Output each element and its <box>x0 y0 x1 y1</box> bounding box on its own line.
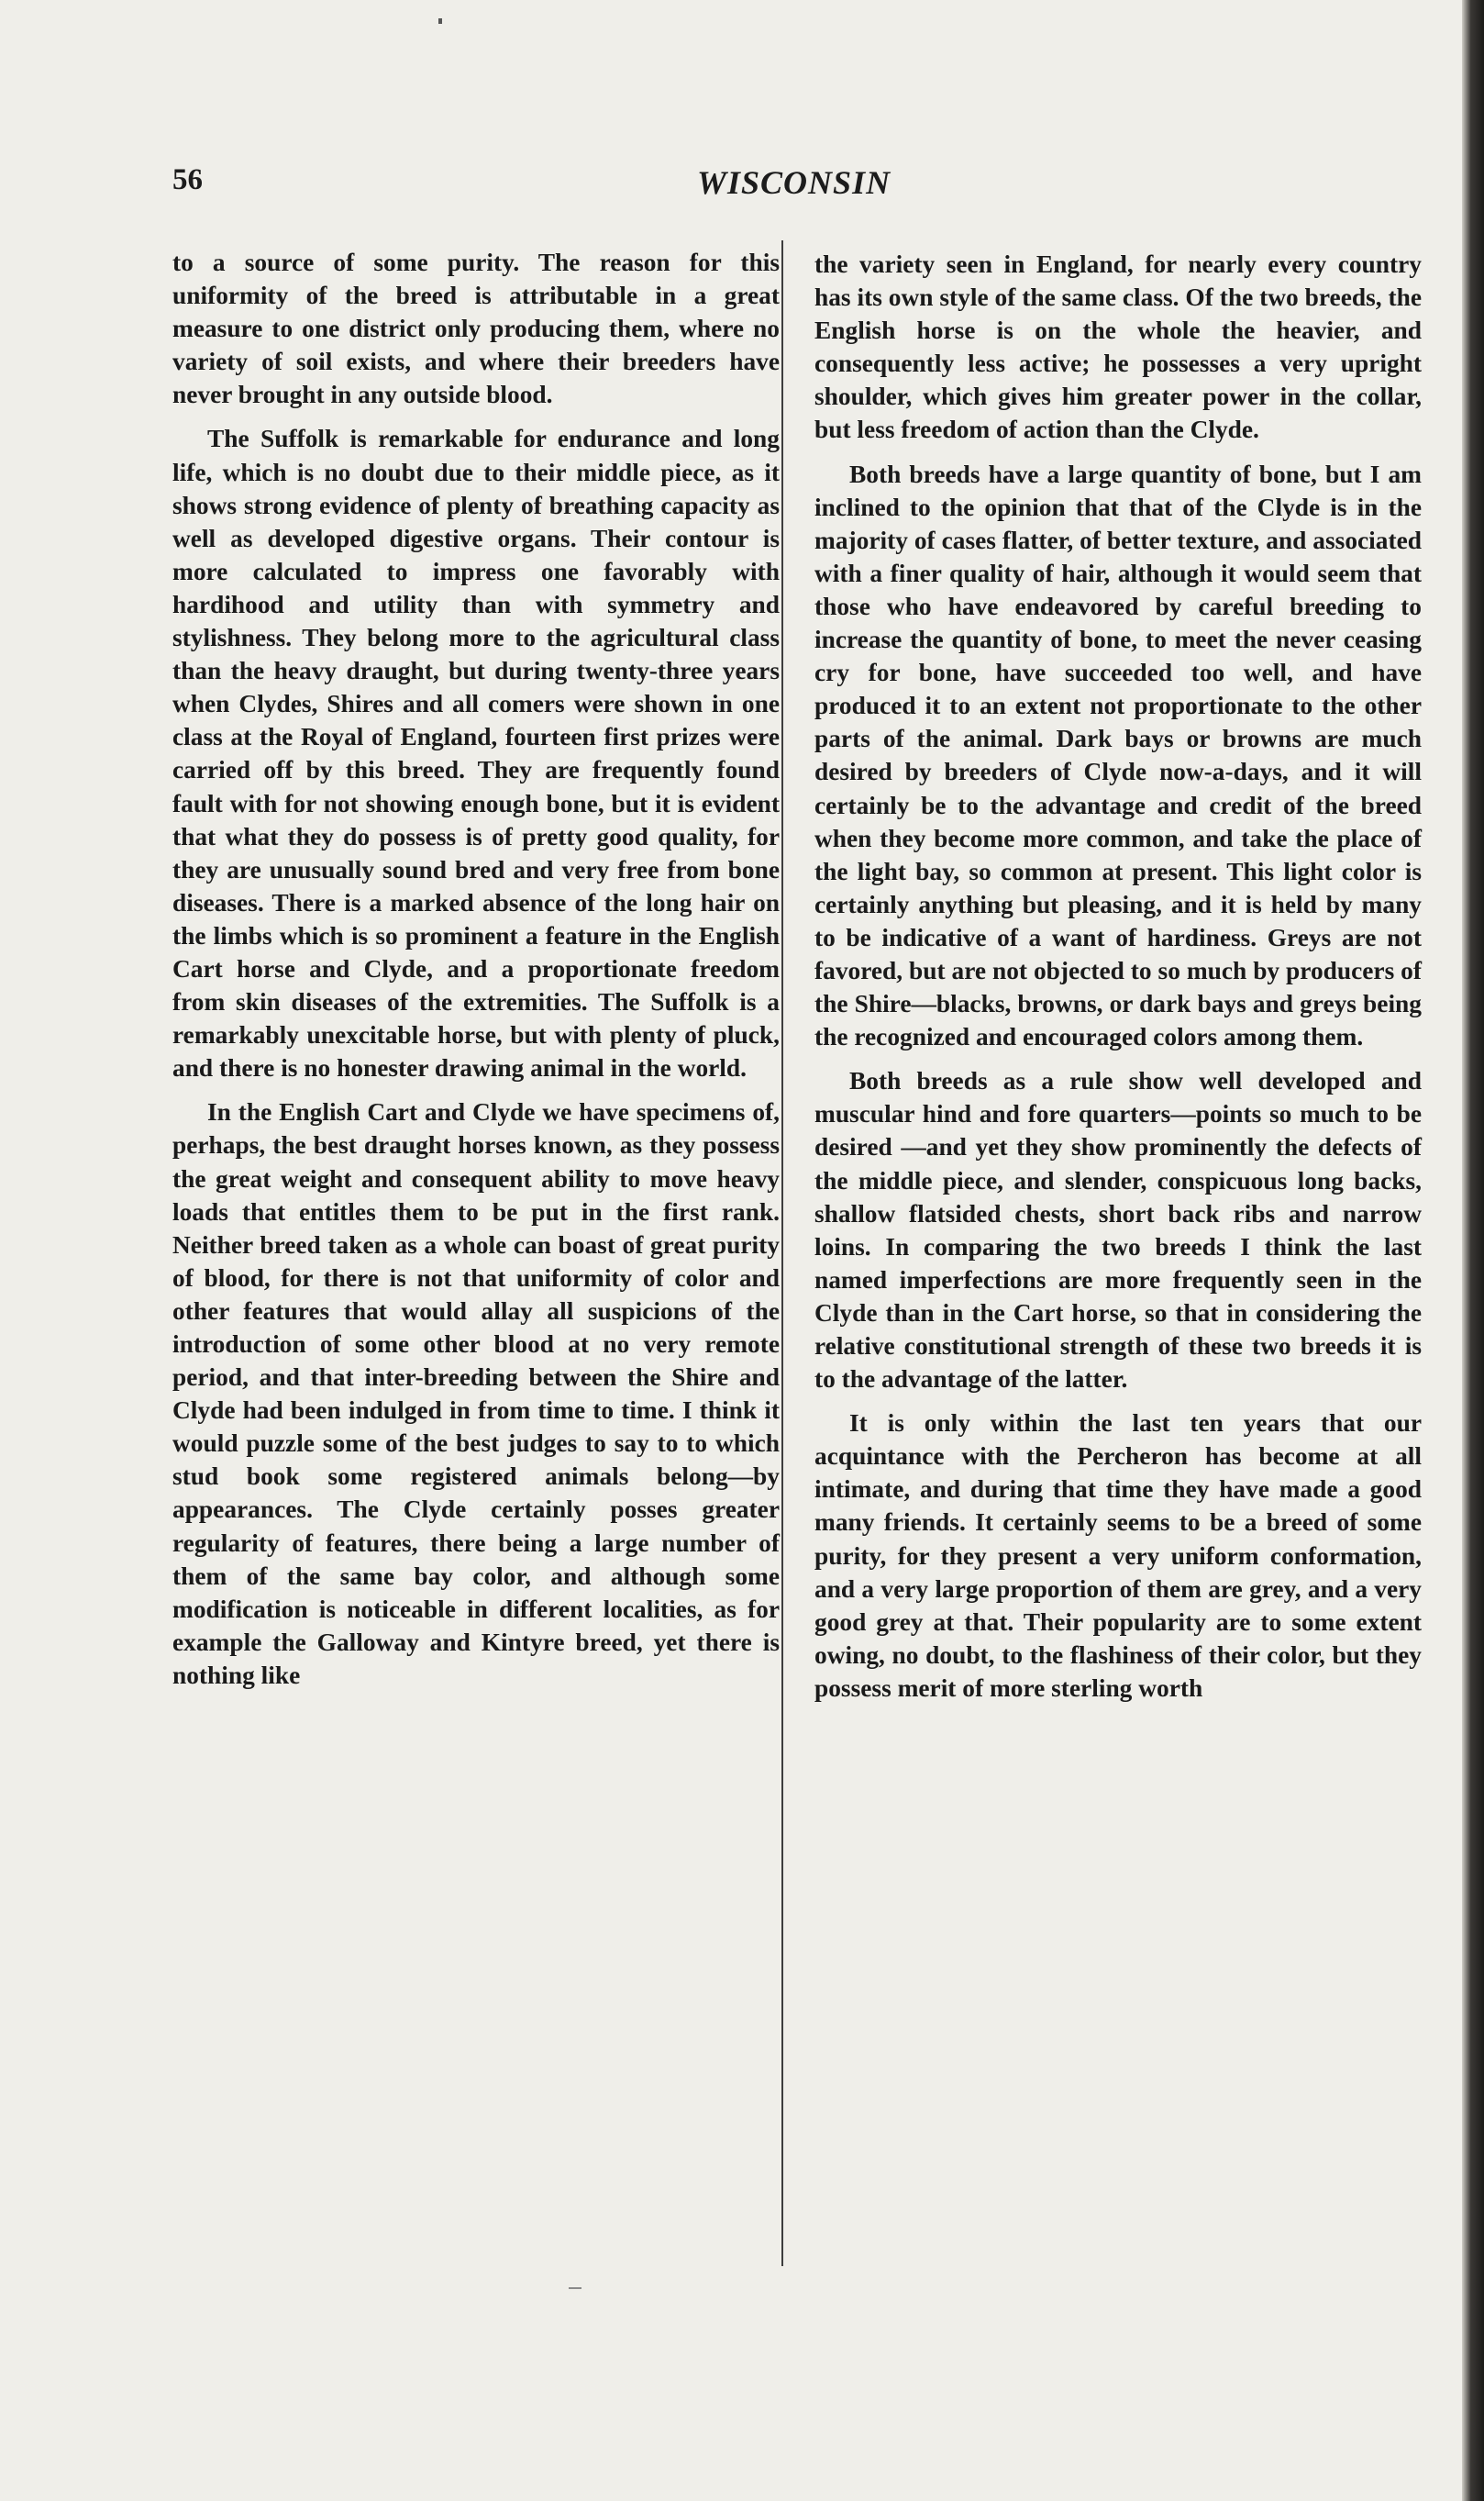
page-number: 56 <box>172 163 203 196</box>
paragraph: Both breeds as a rule show well developed and muscular hind and fore quarters—points so much to be desired —and yet they show prominently the defects of the middle piece, and slender, conspicuous long backs, shallow flatsided chests, short back ribs and narrow loins. In comparing the two breeds I think the last named imperfections are more frequently seen in the Clyde than in the Cart horse, so that in considering the relative constitutional strength of these two breeds it is to the advantage of the latter. <box>814 1067 1422 1394</box>
paragraph: The Suffolk is remarkable for endurance and long life, which is no doubt due to their middle piece, as it shows strong evidence of plenty of breathing capacity as well as developed digestive organs. Their contour is more calculated to impress one favorably with hardihood and utility than with symmetry and stylishness. They belong more to the agricultural class than the heavy draught, but during twenty-three years when Clydes, Shires and all comers were shown in one class at the Royal of England, fourteen first prizes were carried off by this breed. They are frequently found fault with for not showing enough bone, but it is evident that what they do possess is of pretty good quality, for they are unusually sound bred and very free from bone diseases. There is a marked absence of the long hair on the limbs which is so prominent a feature in the English Cart horse and Clyde, and a proportionate freedom from skin diseases of the extremities. The Suffolk is a remarkably unexcitable horse, but with plenty of pluck, and there is no honester drawing animal in the world. <box>172 425 780 1083</box>
paragraph: Both breeds have a large quantity of bone, but I am inclined to the opinion that that of the Clyde is in the majority of cases flatter, of better texture, and associated with a finer quality of hair, although it would seem that those who have endeavored by careful breeding to increase the quantity of bone, to meet the never ceasing cry for bone, have succeeded too well, and have produced it to an extent not proportionate to the other parts of the animal. Dark bays or browns are much desired by breeders of Clyde now-a-days, and it will certainly be to the advantage and credit of the breed when they become more common, and take the place of the light bay, so common at present. This light color is certainly anything but pleasing, and it is held by many to be indicative of a want of hardiness. Greys are not favored, but are not objected to so much by producers of the Shire—blacks, browns, or dark bays and greys being the recognized and encouraged colors among them. <box>814 460 1422 1051</box>
right-column <box>814 248 1422 1716</box>
footer-mark <box>569 2287 581 2289</box>
paragraph: In the English Cart and Clyde we have specimens of, perhaps, the best draught horses known, as they possess the great weight and consequent ability to move heavy loads that entitles them to be put in the first rank. Neither breed taken as a whole can boast of great purity of blood, for there is not that uniformity of color and other features that would allay all suspicions of the introduction of some other blood at no very remote period, and that inter-breeding between the Shire and Clyde had been indulged in from time to time. I think it would puzzle some of the best judges to say to to which stud book some registered animals belong—by appearances. The Clyde certainly posses greater regularity of features, there being a large number of them of the same bay color, and although some modification is noticeable in different localities, as for example the Galloway and Kintyre breed, yet there is nothing like <box>172 1098 780 1689</box>
paragraph: to a source of some purity. The reason for this uniformity of the breed is attributable in a great measure to one district only producing them, where no variety of soil exists, and where their breeders have never brought in any outside blood. <box>172 249 780 409</box>
scan-speck <box>438 18 442 24</box>
paragraph: the variety seen in England, for nearly every country has its own style of the same class. Of the two breeds, the English horse is on the whole the heavier, and consequently less active; he possesses a very upright shoulder, which gives him greater power in the collar, but less freedom of action than the Clyde. <box>814 250 1422 444</box>
column-divider <box>781 240 783 2266</box>
left-column <box>172 246 780 1703</box>
running-head: WISCONSIN <box>697 164 892 201</box>
page-header <box>172 163 1383 209</box>
paragraph: It is only within the last ten years that our acquintance with the Percheron has become at all intimate, and during that time they have made a good many friends. It certainly seems to be a breed of some purity, for they present a very uniform conformation, and a very large proportion of them are grey, and a very good grey at that. Their popularity are to some extent owing, no doubt, to the flashiness of their color, but they possess merit of more sterling worth <box>814 1409 1422 1702</box>
page-edge-shadow <box>1462 0 1484 2501</box>
